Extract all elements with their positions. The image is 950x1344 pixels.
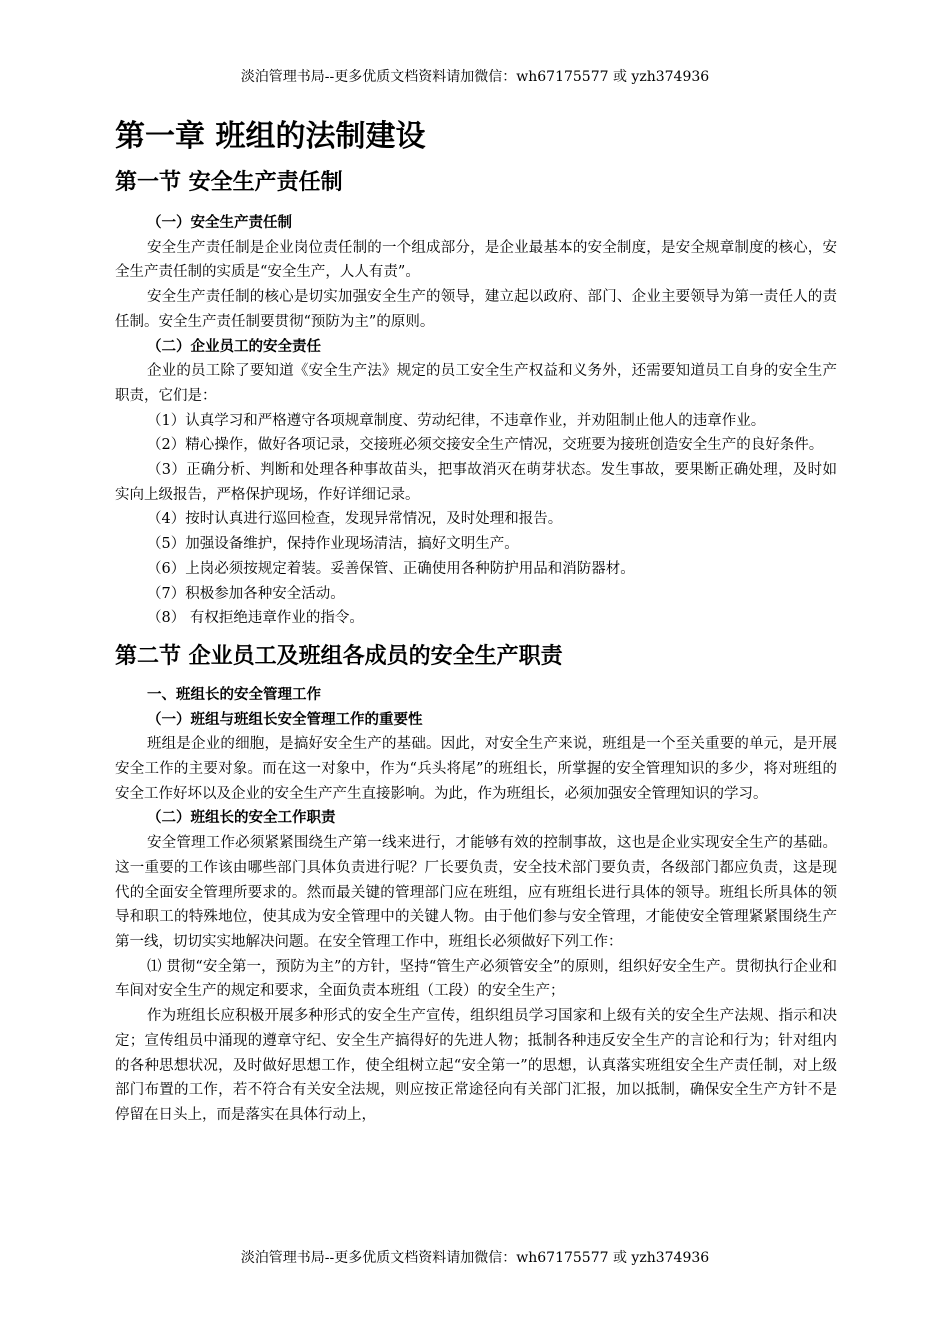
paragraph: 安全生产责任制是企业岗位责任制的一个组成部分，是企业最基本的安全制度，是安全规章制度的核心，安全生产责任制的实质是“安全生产，人人有责”。 [115, 239, 837, 281]
list-item: （4）按时认真进行巡回检查，发现异常情况，及时处理和报告。 [147, 511, 563, 528]
list-item: （7）积极参加各种安全活动。 [147, 585, 345, 602]
subsection-title: 一、班组长的安全管理工作 [147, 686, 321, 703]
subsection-title: （一）班组与班组长安全管理工作的重要性 [147, 711, 423, 728]
subsection-title: （二）班组长的安全工作职责 [147, 810, 336, 827]
paragraph: 安全管理工作必须紧紧围绕生产第一线来进行，才能够有效的控制事故，这也是企业实现安全生产的基础。这一重要的工作该由哪些部门具体负责进行呢？厂长要负责，安全技术部门要负责，各级部门都应负责，这是现代的全面安全管理所要求的。然而最关键的管理部门应在班组，应有班组长进行具体的领导。班组长所具体的领导和职工的特殊地位，使其成为安全管理中的关键人物。由于他们参与安全管理，才能使安全管理紧紧围绕生产第一线，切切实实地解决问题。在安全管理工作中，班组长必须做好下列工作： [115, 835, 837, 950]
paragraph: 企业的员工除了要知道《安全生产法》规定的员工安全生产权益和义务外，还需要知道员工自身的安全生产职责，它们是： [115, 363, 837, 404]
subsection-title: （二）企业员工的安全责任 [147, 338, 321, 355]
section-title-1: 第一节 安全生产责任制 [115, 170, 343, 195]
list-item: （8） 有权拒绝违章作业的指令。 [147, 610, 364, 627]
paragraph: 安全生产责任制的核心是切实加强安全生产的领导，建立起以政府、部门、企业主要领导为第一责任人的责任制。安全生产责任制要贯彻“预防为主”的原则。 [115, 289, 837, 330]
list-item: （5）加强设备维护，保持作业现场清洁，搞好文明生产。 [147, 536, 519, 553]
paragraph: ⑴ 贯彻“安全第一，预防为主”的方针，坚持“管生产必须管安全”的原则，组织好安全生产。贯彻执行企业和车间对安全生产的规定和要求，全面负责本班组（工段）的安全生产； [115, 958, 837, 1000]
paragraph: 作为班组长应积极开展多种形式的安全生产宣传，组织组员学习国家和上级有关的安全生产法规、指示和决定；宣传组员中涌现的遵章守纪、安全生产搞得好的先进人物；抵制各种违反安全生产的言论和行为；针对组内的各种思想状况，及时做好思想工作，使全组树立起“安全第一”的思想，认真落实班组安全生产责任制，对上级部门布置的工作，若不符合有关安全法规，则应按正常途径向有关部门汇报，加以抵制，确保安全生产方针不是停留在日头上，而是落实在具体行动上， [115, 1008, 837, 1123]
paragraph: 班组是企业的细胞，是搞好安全生产的基础。因此，对安全生产来说，班组是一个至关重要的单元，是开展安全工作的主要对象。而在这一对象中，作为“兵头将尾”的班组长，所掌握的安全管理知识的多少，将对班组的安全工作好坏以及企业的安全生产产生直接影响。为此，作为班组长，必须加强安全管理知识的学习。 [115, 736, 837, 802]
section-title-2: 第二节 企业员工及班组各成员的安全生产职责 [115, 643, 563, 669]
list-item: （3）正确分析、判断和处理各种事故苗头，把事故消灭在萌芽状态。发生事故，要果断正确处理，及时如实向上级报告，严格保护现场，作好详细记录。 [115, 462, 837, 503]
list-item: （2）精心操作，做好各项记录，交接班必须交接安全生产情况，交班要为接班创造安全生产的良好条件。 [147, 437, 824, 454]
document-body [115, 113, 837, 1128]
list-item: （6）上岗必须按规定着装。妥善保管、正确使用各种防护用品和消防器材。 [147, 560, 635, 577]
page-header: 淡泊管理书局--更多优质文档资料请加微信：wh67175577 或 yzh374936 [240, 69, 710, 85]
subsection-title: （一）安全生产责任制 [147, 215, 292, 231]
list-item: （1）认真学习和严格遵守各项规章制度、劳动纪律，不违章作业，并劝阻制止他人的违章作业。 [147, 412, 766, 429]
chapter-title: 第一章 班组的法制建设 [115, 119, 426, 154]
page-footer: 淡泊管理书局--更多优质文档资料请加微信：wh67175577 或 yzh374936 [240, 1250, 710, 1266]
